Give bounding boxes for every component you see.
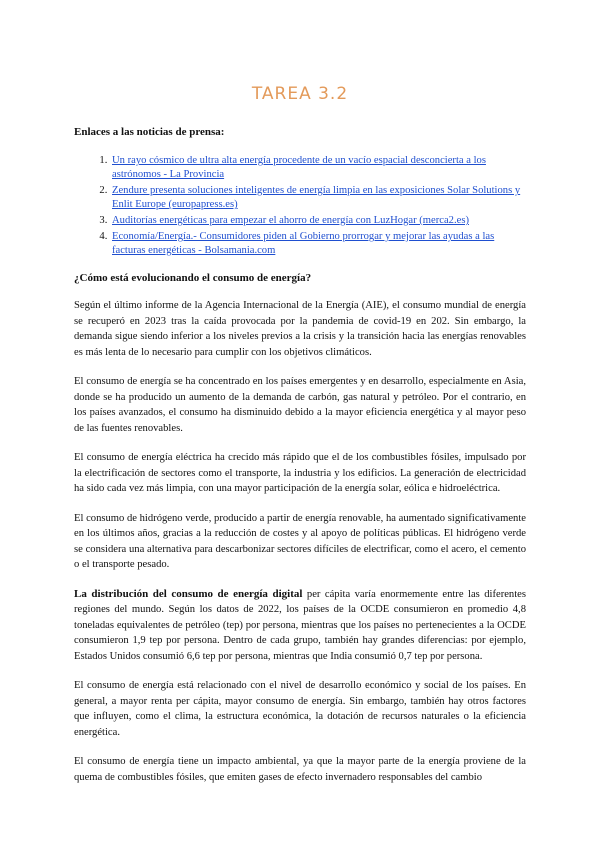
paragraph-6: El consumo de energía está relacionado con el nivel de desarrollo económico y social de los países. En general, a mayor renta per cápita, mayor consumo de energía. Sin embargo, también hay otros factores que influyen, como el clima, la estructura económica, la dotación de recursos naturales o la eficiencia energética.	[74, 680, 526, 738]
section-question: ¿Cómo está evolucionando el consumo de energía?	[74, 272, 312, 284]
paragraph-5-body: per cápita varía enormemente entre las diferentes regiones del mundo. Según los datos de 2022, los países de la OCDE consumieron en promedio 4,8 toneladas equivalentes de petróleo (tep) por persona, mientras que los países no pertenecientes a la OCDE consumieron 1,9 tep por persona. Dentro de cada grupo, también hay grandes diferencias: por ejemplo, Estados Unidos consumió 6,6 tep por persona, mientras que India consumió 0,7 tep por persona.	[74, 588, 526, 662]
list-item	[110, 230, 526, 258]
news-links-list	[74, 154, 526, 258]
page-title: TAREA 3.2	[251, 84, 349, 104]
news-link-1[interactable]: Un rayo cósmico de ultra alta energía procedente de un vacío espacial desconcierta a los astrónomos - La Provincia	[112, 155, 486, 180]
paragraph-5-lead: La distribución del consumo de energía digital	[74, 587, 303, 600]
paragraph-3: El consumo de energía eléctrica ha crecido más rápido que el de los combustibles fósiles, impulsado por la electrificación de sectores como el transporte, la industria y los edificios. La generación de electricidad ha sido cada vez más limpia, con una mayor participación de la energía solar, eólica e hidroeléctrica.	[74, 452, 526, 494]
news-link-4[interactable]: Economía/Energía.- Consumidores piden al Gobierno prorrogar y mejorar las ayudas a las facturas energéticas - Bolsamania.com	[112, 231, 495, 256]
paragraph-4: El consumo de hidrógeno verde, producido a partir de energía renovable, ha aumentado significativamente en los últimos años, gracias a la reducción de costes y al apoyo de políticas públicas. El hidrógeno verde se considera una alternativa para descarbonizar sectores difíciles de electrificar, como el acero, el cemento o el transporte pesado.	[74, 512, 526, 570]
paragraph-1: Según el último informe de la Agencia Internacional de la Energía (AIE), el consumo mundial de energía se recuperó en 2023 tras la caída provocada por la pandemia de covid-19 en 202. Sin embargo, la demanda sigue siendo inferior a los niveles previos a la crisis y la transición hacia las energías renovables es más lenta de lo necesario para cumplir con los objetivos climáticos.	[74, 300, 526, 358]
list-item	[110, 214, 526, 228]
document-body	[74, 126, 526, 799]
list-item	[110, 154, 526, 182]
paragraph-7: El consumo de energía tiene un impacto ambiental, ya que la mayor parte de la energía proviene de la quema de combustibles fósiles, que emiten gases de efecto invernadero responsables del cambio	[74, 756, 526, 783]
links-heading: Enlaces a las noticias de prensa:	[74, 126, 225, 138]
paragraph-5	[74, 587, 526, 665]
list-item	[110, 184, 526, 212]
news-link-3[interactable]: Auditorías energéticas para empezar el ahorro de energía con LuzHogar (merca2.es)	[112, 215, 469, 226]
paragraph-2: El consumo de energía se ha concentrado en los países emergentes y en desarrollo, especialmente en Asia, donde se ha producido un aumento de la demanda de carbón, gas natural y petróleo. Por el contrario, en los países avanzados, el consumo ha disminuido debido a la mayor eficiencia energética y al mayor peso de las fuentes renovables.	[74, 376, 526, 434]
news-link-2[interactable]: Zendure presenta soluciones inteligentes de energía limpia en las exposiciones Solar Solutions y Enlit Europe (europapress.es)	[112, 185, 521, 210]
